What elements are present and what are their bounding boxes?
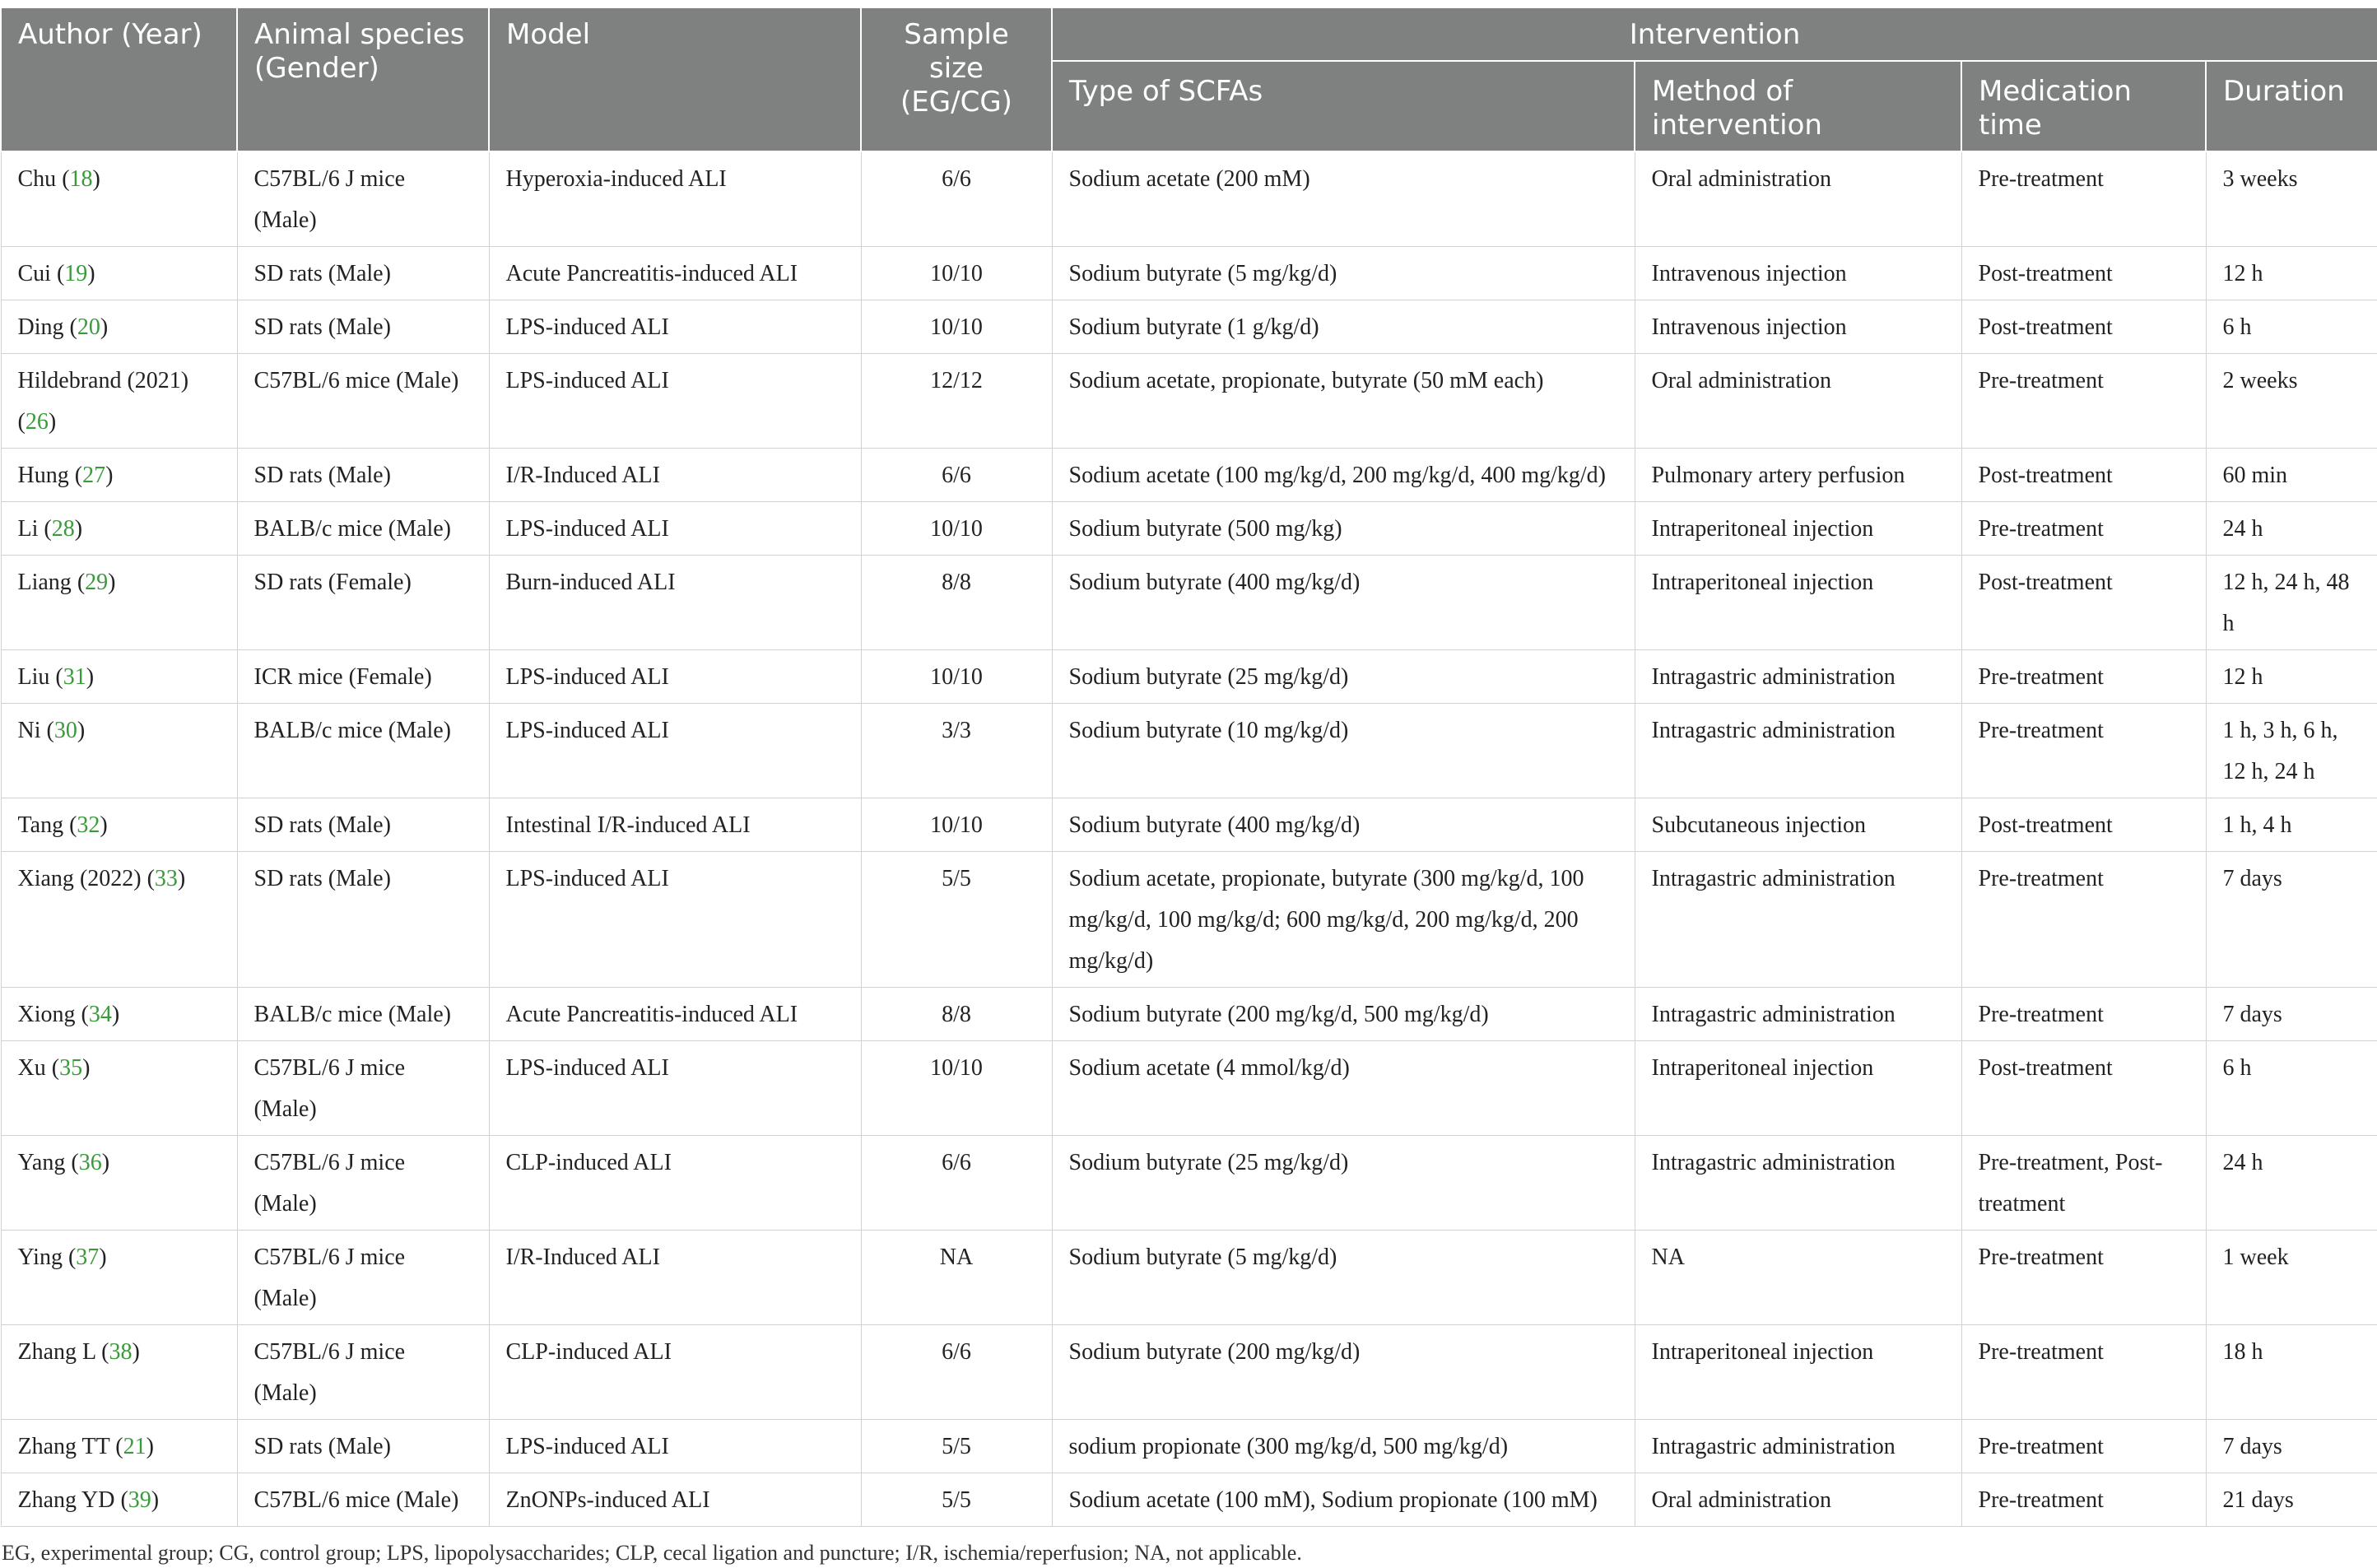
table-row: [1, 852, 2377, 988]
header-medication-time: Medication time: [1961, 61, 2206, 151]
author-name: Zhang YD: [17, 1487, 115, 1513]
table-header: [1, 7, 2377, 151]
cell-species: SD rats (Male): [237, 300, 489, 354]
cell-method: Oral administration: [1635, 354, 1961, 449]
cell-medication-time: Pre-treatment: [1961, 1231, 2206, 1325]
author-name: Hung: [17, 463, 69, 488]
table-row: [1, 556, 2377, 650]
cell-species: ICR mice (Female): [237, 650, 489, 704]
table-row: [1, 988, 2377, 1041]
cell-species: SD rats (Male): [237, 247, 489, 300]
reference-link[interactable]: 37: [76, 1245, 100, 1270]
cell-type-of-scfas: Sodium butyrate (200 mg/kg/d, 500 mg/kg/d): [1052, 988, 1635, 1041]
author-year: (2022): [79, 866, 142, 891]
cell-model: LPS-induced ALI: [489, 354, 861, 449]
reference-link[interactable]: 19: [64, 261, 88, 286]
cell-type-of-scfas: Sodium acetate (200 mM): [1052, 151, 1635, 247]
cell-method: Oral administration: [1635, 151, 1961, 247]
cell-type-of-scfas: sodium propionate (300 mg/kg/d, 500 mg/kg/d): [1052, 1420, 1635, 1473]
reference-link[interactable]: 30: [53, 718, 77, 743]
cell-species: C57BL/6 mice (Male): [237, 1473, 489, 1527]
cell-author: Xu (35): [1, 1041, 237, 1136]
cell-author: Ding (20): [1, 300, 237, 354]
table-row: [1, 354, 2377, 449]
cell-medication-time: Pre-treatment: [1961, 151, 2206, 247]
cell-medication-time: Pre-treatment, Post-treatment: [1961, 1136, 2206, 1231]
cell-sample-size: 10/10: [861, 300, 1052, 354]
header-duration: Duration: [2206, 61, 2377, 151]
cell-author: Tang (32): [1, 798, 237, 852]
cell-species: BALB/c mice (Male): [237, 704, 489, 798]
table-row: [1, 247, 2377, 300]
cell-model: LPS-induced ALI: [489, 502, 861, 556]
table-row: [1, 650, 2377, 704]
cell-type-of-scfas: Sodium butyrate (1 g/kg/d): [1052, 300, 1635, 354]
cell-duration: 1 h, 4 h: [2206, 798, 2377, 852]
reference-link[interactable]: 29: [85, 570, 109, 595]
header-model: Model: [489, 7, 861, 151]
cell-author: Liang (29): [1, 556, 237, 650]
cell-author: Zhang L (38): [1, 1325, 237, 1420]
cell-medication-time: Pre-treatment: [1961, 1420, 2206, 1473]
reference-link[interactable]: 32: [77, 812, 100, 838]
cell-type-of-scfas: Sodium acetate (100 mg/kg/d, 200 mg/kg/d, 400 mg/kg/d): [1052, 449, 1635, 502]
cell-sample-size: 6/6: [861, 449, 1052, 502]
cell-method: Intragastric administration: [1635, 1420, 1961, 1473]
cell-method: Intraperitoneal injection: [1635, 1041, 1961, 1136]
cell-sample-size: 6/6: [861, 1325, 1052, 1420]
cell-author: Zhang YD (39): [1, 1473, 237, 1527]
author-name: Tang: [17, 812, 64, 838]
cell-duration: 24 h: [2206, 1136, 2377, 1231]
studies-table: [0, 7, 2377, 1527]
cell-species: BALB/c mice (Male): [237, 988, 489, 1041]
cell-species: C57BL/6 J mice (Male): [237, 151, 489, 247]
cell-medication-time: Pre-treatment: [1961, 650, 2206, 704]
cell-method: Intragastric administration: [1635, 704, 1961, 798]
cell-medication-time: Post-treatment: [1961, 798, 2206, 852]
cell-medication-time: Post-treatment: [1961, 556, 2206, 650]
cell-model: ZnONPs-induced ALI: [489, 1473, 861, 1527]
cell-duration: 7 days: [2206, 852, 2377, 988]
cell-medication-time: Pre-treatment: [1961, 354, 2206, 449]
cell-species: SD rats (Male): [237, 798, 489, 852]
cell-author: Ying (37): [1, 1231, 237, 1325]
reference-link[interactable]: 31: [63, 664, 86, 690]
header-method: Method of intervention: [1635, 61, 1961, 151]
cell-author: Hung (27): [1, 449, 237, 502]
table-footnote: EG, experimental group; CG, control group; LPS, lipopolysaccharides; CLP, cecal ligation and puncture; I/R, ischemia/reperfusion; NA, not applicable.: [2, 1541, 1302, 1565]
table-row: [1, 300, 2377, 354]
cell-type-of-scfas: Sodium acetate (4 mmol/kg/d): [1052, 1041, 1635, 1136]
reference-link[interactable]: 39: [128, 1487, 151, 1513]
header-author: Author (Year): [1, 7, 237, 151]
table-row: [1, 798, 2377, 852]
cell-duration: 1 week: [2206, 1231, 2377, 1325]
cell-method: Intraperitoneal injection: [1635, 1325, 1961, 1420]
table-row: [1, 502, 2377, 556]
cell-model: LPS-induced ALI: [489, 852, 861, 988]
table-wrapper: [0, 7, 2377, 1568]
cell-species: C57BL/6 J mice (Male): [237, 1231, 489, 1325]
cell-type-of-scfas: Sodium butyrate (10 mg/kg/d): [1052, 704, 1635, 798]
cell-duration: 1 h, 3 h, 6 h, 12 h, 24 h: [2206, 704, 2377, 798]
cell-sample-size: 5/5: [861, 1420, 1052, 1473]
cell-model: LPS-induced ALI: [489, 300, 861, 354]
cell-duration: 7 days: [2206, 1420, 2377, 1473]
cell-model: Acute Pancreatitis-induced ALI: [489, 988, 861, 1041]
author-name: Zhang L: [17, 1339, 96, 1365]
author-name: Ni: [17, 718, 41, 743]
author-name: Xu: [17, 1055, 46, 1081]
cell-medication-time: Pre-treatment: [1961, 502, 2206, 556]
author-name: Chu: [17, 166, 57, 192]
cell-method: Subcutaneous injection: [1635, 798, 1961, 852]
cell-medication-time: Pre-treatment: [1961, 1473, 2206, 1527]
cell-duration: 7 days: [2206, 988, 2377, 1041]
cell-method: Intragastric administration: [1635, 1136, 1961, 1231]
cell-method: Intraperitoneal injection: [1635, 502, 1961, 556]
cell-sample-size: NA: [861, 1231, 1052, 1325]
cell-author: Ni (30): [1, 704, 237, 798]
cell-author: Chu (18): [1, 151, 237, 247]
cell-sample-size: 10/10: [861, 502, 1052, 556]
cell-medication-time: Post-treatment: [1961, 300, 2206, 354]
cell-method: Intravenous injection: [1635, 247, 1961, 300]
cell-species: SD rats (Male): [237, 852, 489, 988]
table-row: [1, 1231, 2377, 1325]
author-name: Yang: [17, 1150, 66, 1175]
reference-link[interactable]: 20: [77, 314, 100, 340]
cell-type-of-scfas: Sodium butyrate (500 mg/kg): [1052, 502, 1635, 556]
reference-link[interactable]: 27: [82, 463, 106, 488]
reference-link[interactable]: 38: [109, 1339, 133, 1365]
cell-method: Intraperitoneal injection: [1635, 556, 1961, 650]
cell-species: C57BL/6 J mice (Male): [237, 1136, 489, 1231]
header-species: Animal species (Gender): [237, 7, 489, 151]
cell-type-of-scfas: Sodium butyrate (200 mg/kg/d): [1052, 1325, 1635, 1420]
cell-model: I/R-Induced ALI: [489, 1231, 861, 1325]
reference-link[interactable]: 28: [51, 516, 75, 542]
cell-duration: 3 weeks: [2206, 151, 2377, 247]
cell-method: Pulmonary artery perfusion: [1635, 449, 1961, 502]
author-name: Cui: [17, 261, 51, 286]
cell-type-of-scfas: Sodium butyrate (400 mg/kg/d): [1052, 798, 1635, 852]
table-row: [1, 704, 2377, 798]
cell-duration: 6 h: [2206, 1041, 2377, 1136]
cell-medication-time: Pre-treatment: [1961, 1325, 2206, 1420]
table-row: [1, 449, 2377, 502]
author-name: Li: [17, 516, 39, 542]
author-name: Hildebrand: [17, 368, 122, 393]
cell-author: Li (28): [1, 502, 237, 556]
cell-type-of-scfas: Sodium acetate, propionate, butyrate (50 mM each): [1052, 354, 1635, 449]
cell-type-of-scfas: Sodium butyrate (400 mg/kg/d): [1052, 556, 1635, 650]
cell-species: BALB/c mice (Male): [237, 502, 489, 556]
cell-model: LPS-induced ALI: [489, 704, 861, 798]
cell-method: Intragastric administration: [1635, 852, 1961, 988]
cell-method: Intragastric administration: [1635, 988, 1961, 1041]
cell-type-of-scfas: Sodium butyrate (25 mg/kg/d): [1052, 650, 1635, 704]
cell-species: SD rats (Male): [237, 1420, 489, 1473]
reference-link[interactable]: 26: [25, 409, 49, 435]
cell-species: SD rats (Female): [237, 556, 489, 650]
cell-type-of-scfas: Sodium butyrate (5 mg/kg/d): [1052, 1231, 1635, 1325]
cell-duration: 12 h: [2206, 247, 2377, 300]
cell-author: Cui (19): [1, 247, 237, 300]
cell-sample-size: 10/10: [861, 650, 1052, 704]
reference-link[interactable]: 33: [154, 866, 178, 891]
cell-medication-time: Pre-treatment: [1961, 988, 2206, 1041]
cell-species: C57BL/6 mice (Male): [237, 354, 489, 449]
table-row: [1, 151, 2377, 247]
cell-species: C57BL/6 J mice (Male): [237, 1325, 489, 1420]
cell-type-of-scfas: Sodium butyrate (25 mg/kg/d): [1052, 1136, 1635, 1231]
table-row: [1, 1473, 2377, 1527]
cell-method: Intravenous injection: [1635, 300, 1961, 354]
cell-medication-time: Pre-treatment: [1961, 852, 2206, 988]
author-year: (2021): [127, 368, 189, 393]
cell-sample-size: 10/10: [861, 798, 1052, 852]
cell-model: Burn-induced ALI: [489, 556, 861, 650]
cell-model: CLP-induced ALI: [489, 1136, 861, 1231]
cell-model: LPS-induced ALI: [489, 1420, 861, 1473]
table-row: [1, 1325, 2377, 1420]
cell-duration: 2 weeks: [2206, 354, 2377, 449]
cell-author: Hildebrand (2021) (26): [1, 354, 237, 449]
cell-method: Intragastric administration: [1635, 650, 1961, 704]
reference-link[interactable]: 34: [88, 1002, 112, 1027]
cell-sample-size: 10/10: [861, 1041, 1052, 1136]
cell-sample-size: 6/6: [861, 151, 1052, 247]
cell-model: Intestinal I/R-induced ALI: [489, 798, 861, 852]
reference-link[interactable]: 35: [59, 1055, 83, 1081]
cell-medication-time: Post-treatment: [1961, 449, 2206, 502]
author-name: Zhang TT: [17, 1434, 110, 1459]
cell-duration: 24 h: [2206, 502, 2377, 556]
cell-medication-time: Pre-treatment: [1961, 704, 2206, 798]
cell-sample-size: 5/5: [861, 1473, 1052, 1527]
cell-duration: 21 days: [2206, 1473, 2377, 1527]
table-row: [1, 1041, 2377, 1136]
cell-method: NA: [1635, 1231, 1961, 1325]
cell-model: LPS-induced ALI: [489, 1041, 861, 1136]
cell-author: Xiong (34): [1, 988, 237, 1041]
cell-model: Hyperoxia-induced ALI: [489, 151, 861, 247]
header-type-of-scfas: Type of SCFAs: [1052, 61, 1635, 151]
reference-link[interactable]: 36: [78, 1150, 102, 1175]
cell-duration: 18 h: [2206, 1325, 2377, 1420]
table-row: [1, 1420, 2377, 1473]
cell-type-of-scfas: Sodium butyrate (5 mg/kg/d): [1052, 247, 1635, 300]
author-name: Ding: [17, 314, 64, 340]
author-name: Liu: [17, 664, 50, 690]
author-name: Xiong: [17, 1002, 76, 1027]
cell-species: SD rats (Male): [237, 449, 489, 502]
author-name: Ying: [17, 1245, 63, 1270]
cell-duration: 6 h: [2206, 300, 2377, 354]
reference-link[interactable]: 21: [123, 1434, 147, 1459]
cell-author: Xiang (2022) (33): [1, 852, 237, 988]
cell-method: Oral administration: [1635, 1473, 1961, 1527]
header-intervention: Intervention: [1052, 7, 2377, 61]
cell-sample-size: 10/10: [861, 247, 1052, 300]
cell-duration: 12 h: [2206, 650, 2377, 704]
cell-sample-size: 12/12: [861, 354, 1052, 449]
cell-type-of-scfas: Sodium acetate (100 mM), Sodium propionate (100 mM): [1052, 1473, 1635, 1527]
cell-sample-size: 3/3: [861, 704, 1052, 798]
cell-model: Acute Pancreatitis-induced ALI: [489, 247, 861, 300]
cell-duration: 12 h, 24 h, 48 h: [2206, 556, 2377, 650]
cell-type-of-scfas: Sodium acetate, propionate, butyrate (300 mg/kg/d, 100 mg/kg/d, 100 mg/kg/d; 600 mg/kg/d, 200 mg/kg/d, 200 mg/kg/d): [1052, 852, 1635, 988]
header-sample-size: Sample size (EG/CG): [861, 7, 1052, 151]
table-body: [1, 151, 2377, 1527]
cell-species: C57BL/6 J mice (Male): [237, 1041, 489, 1136]
cell-sample-size: 8/8: [861, 556, 1052, 650]
cell-model: I/R-Induced ALI: [489, 449, 861, 502]
cell-sample-size: 8/8: [861, 988, 1052, 1041]
table-row: [1, 1136, 2377, 1231]
cell-author: Liu (31): [1, 650, 237, 704]
cell-medication-time: Post-treatment: [1961, 1041, 2206, 1136]
author-name: Liang: [17, 570, 72, 595]
cell-medication-time: Post-treatment: [1961, 247, 2206, 300]
author-name: Xiang: [17, 866, 74, 891]
cell-duration: 60 min: [2206, 449, 2377, 502]
cell-model: LPS-induced ALI: [489, 650, 861, 704]
cell-model: CLP-induced ALI: [489, 1325, 861, 1420]
cell-author: Yang (36): [1, 1136, 237, 1231]
cell-sample-size: 5/5: [861, 852, 1052, 988]
cell-sample-size: 6/6: [861, 1136, 1052, 1231]
cell-author: Zhang TT (21): [1, 1420, 237, 1473]
reference-link[interactable]: 18: [69, 166, 93, 192]
